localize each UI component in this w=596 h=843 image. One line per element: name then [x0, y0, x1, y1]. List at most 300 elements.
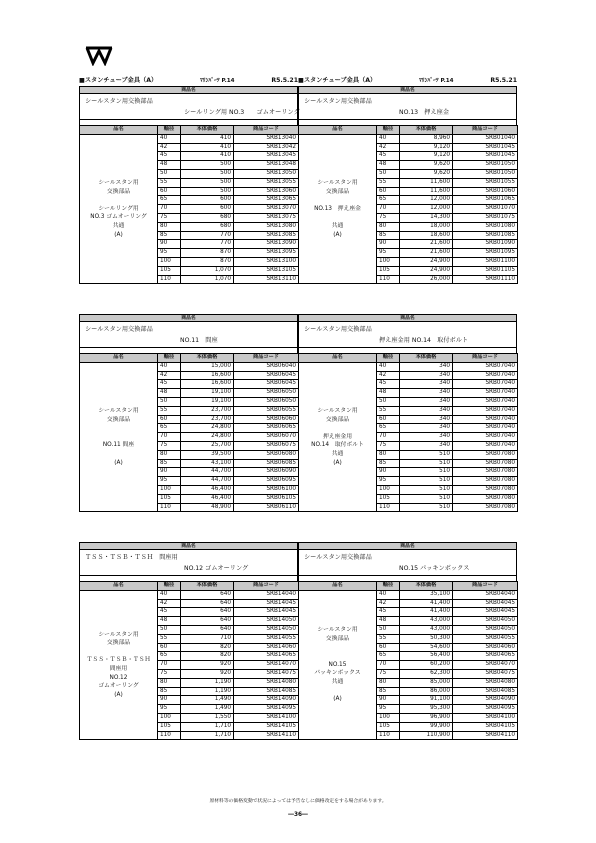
header-date: R5.5.21	[271, 77, 298, 84]
price-cell: 12,000	[400, 196, 453, 205]
size-cell: 40	[158, 134, 181, 143]
size-cell: 75	[158, 669, 181, 678]
code-cell: SRB01060	[453, 187, 518, 196]
size-cell: 60	[377, 643, 400, 652]
code-cell: SRB13090	[234, 240, 299, 249]
col-header-code: 商品コード	[453, 354, 518, 363]
product-title-block	[298, 322, 517, 348]
item-name-line: 交換部品	[325, 416, 350, 423]
size-cell: 65	[377, 196, 400, 205]
product-name-bar: 商品名	[79, 315, 298, 322]
size-cell: 90	[158, 696, 181, 705]
price-cell: 870	[181, 257, 234, 266]
price-cell: 770	[181, 231, 234, 240]
size-cell: 40	[377, 362, 400, 371]
size-cell: 75	[377, 213, 400, 222]
code-cell: SRB06105	[234, 494, 299, 503]
price-cell: 44,700	[181, 468, 234, 477]
price-cell: 340	[400, 389, 453, 398]
code-cell: SRB13070	[234, 205, 299, 214]
price-cell: 25,700	[181, 441, 234, 450]
price-table	[79, 353, 299, 512]
price-cell: 770	[181, 240, 234, 249]
price-cell: 24,900	[400, 266, 453, 275]
item-name-line: シールスタン用	[317, 627, 358, 634]
price-cell: 640	[181, 608, 234, 617]
size-cell: 55	[158, 406, 181, 415]
item-name-line	[301, 213, 374, 222]
code-cell: SRB13040	[234, 134, 299, 143]
code-cell: SRB01110	[453, 275, 518, 284]
price-cell: 410	[181, 152, 234, 161]
size-cell: 85	[377, 687, 400, 696]
code-cell: SRB07040	[453, 362, 518, 371]
col-header-name: 品名	[299, 354, 377, 363]
price-cell: 340	[400, 406, 453, 415]
code-cell: SRB06095	[234, 477, 299, 486]
size-cell: 50	[158, 625, 181, 634]
size-cell: 75	[377, 669, 400, 678]
product-title: 押え座金用 NO.14 取付ボルト	[379, 337, 469, 344]
price-cell: 39,500	[181, 450, 234, 459]
code-cell: SRB14060	[234, 643, 299, 652]
item-name-line: シールスタン用	[317, 179, 358, 186]
price-cell: 1,550	[181, 713, 234, 722]
size-cell: 60	[377, 187, 400, 196]
price-cell: 1,710	[181, 722, 234, 731]
price-cell: 19,100	[181, 397, 234, 406]
size-cell: 95	[158, 705, 181, 714]
code-cell: SRB14040	[234, 590, 299, 599]
price-cell: 23,700	[181, 406, 234, 415]
item-name-line: 交換部品	[106, 640, 131, 647]
code-cell: SRB04040	[453, 590, 518, 599]
size-cell: 45	[377, 380, 400, 389]
code-cell: SRB14070	[234, 661, 299, 670]
price-cell: 8,960	[400, 134, 453, 143]
col-header-size: 軸径	[158, 582, 181, 591]
item-name-line	[82, 433, 155, 442]
price-cell: 920	[181, 661, 234, 670]
code-cell: SRB04080	[453, 678, 518, 687]
table-header-row	[80, 126, 299, 135]
size-cell: 65	[158, 424, 181, 433]
size-cell: 110	[158, 275, 181, 284]
price-cell: 1,070	[181, 266, 234, 275]
product-title-block	[79, 550, 298, 576]
item-name-line	[82, 450, 155, 459]
size-cell: 105	[377, 722, 400, 731]
col-header-size: 軸径	[158, 354, 181, 363]
code-cell: SRB01100	[453, 257, 518, 266]
price-cell: 510	[400, 459, 453, 468]
price-cell: 500	[181, 187, 234, 196]
price-cell: 50,300	[400, 634, 453, 643]
product-section-r3	[298, 542, 517, 740]
code-cell: SRB01050	[453, 161, 518, 170]
product-title: シールリング用 NO.3 ゴムオーリング	[184, 109, 300, 116]
size-cell: 55	[377, 178, 400, 187]
item-name-line: NO.15	[328, 661, 347, 668]
col-header-price: 本体価格	[400, 126, 453, 135]
size-cell: 40	[158, 362, 181, 371]
size-cell: 50	[158, 397, 181, 406]
product-category: シールスタン用交換部品	[304, 554, 372, 561]
item-name-cell	[80, 134, 158, 284]
code-cell: SRB04105	[453, 722, 518, 731]
code-cell: SRB14045	[234, 599, 299, 608]
footnote: 原材料等の価格変動で状況によっては予告なしに価格改定をする場合があります。	[209, 799, 387, 804]
price-table	[79, 125, 299, 284]
item-name-line	[301, 652, 374, 661]
product-name-bar: 商品名	[298, 87, 517, 94]
size-cell: 70	[377, 661, 400, 670]
table-row	[80, 590, 299, 599]
price-cell: 920	[181, 669, 234, 678]
item-name-line: 交換部品	[325, 635, 350, 642]
code-cell: SRB14105	[234, 722, 299, 731]
price-table	[298, 353, 518, 512]
code-cell: SRB07080	[453, 503, 518, 512]
size-cell: 42	[158, 143, 181, 152]
code-cell: SRB14095	[234, 705, 299, 714]
table-header-row	[80, 354, 299, 363]
code-cell: SRB13085	[234, 231, 299, 240]
code-cell: SRB06110	[234, 503, 299, 512]
code-cell: SRB07080	[453, 450, 518, 459]
price-cell: 26,000	[400, 275, 453, 284]
code-cell: SRB07040	[453, 389, 518, 398]
price-cell: 820	[181, 643, 234, 652]
price-cell: 23,700	[181, 415, 234, 424]
product-category: ＴＳＳ・ＴＳＢ・ＴＳＨ 間座用	[85, 554, 178, 561]
size-cell: 105	[158, 266, 181, 275]
size-cell: 80	[158, 450, 181, 459]
size-cell: 60	[158, 187, 181, 196]
code-cell: SRB04060	[453, 643, 518, 652]
size-cell: 80	[158, 222, 181, 231]
size-cell: 55	[158, 178, 181, 187]
code-cell: SRB04045	[453, 599, 518, 608]
code-cell: SRB14075	[234, 669, 299, 678]
size-cell: 65	[377, 652, 400, 661]
price-cell: 24,800	[181, 424, 234, 433]
item-name-line	[82, 196, 155, 205]
price-cell: 95,300	[400, 705, 453, 714]
item-name-line: 間座用	[109, 666, 128, 673]
size-cell: 95	[158, 477, 181, 486]
price-cell: 85,000	[400, 678, 453, 687]
header-ref: ﾏﾘﾝﾊﾟｰﾂ P.14	[419, 78, 454, 84]
item-name-line: 交換部品	[325, 188, 350, 195]
item-name-line: (A)	[333, 696, 342, 703]
price-cell: 340	[400, 397, 453, 406]
item-name-cell	[80, 362, 158, 512]
item-name-line: 交換部品	[106, 188, 131, 195]
price-cell: 41,400	[400, 608, 453, 617]
product-title: NO.15 パッキンボックス	[399, 565, 470, 572]
price-cell: 500	[181, 178, 234, 187]
price-cell: 9,620	[400, 161, 453, 170]
price-cell: 340	[400, 424, 453, 433]
size-cell: 75	[377, 441, 400, 450]
price-cell: 56,400	[400, 652, 453, 661]
code-cell: SRB13060	[234, 187, 299, 196]
header-title: ■スタンチューブ金具（A）	[79, 77, 158, 84]
col-header-size: 軸径	[158, 126, 181, 135]
size-cell: 60	[158, 643, 181, 652]
price-cell: 640	[181, 599, 234, 608]
price-cell: 54,600	[400, 643, 453, 652]
col-header-name: 品名	[80, 354, 158, 363]
size-cell: 80	[377, 222, 400, 231]
item-name-line	[82, 424, 155, 433]
code-cell: SRB13110	[234, 275, 299, 284]
size-cell: 85	[377, 459, 400, 468]
price-cell: 16,600	[181, 380, 234, 389]
price-cell: 340	[400, 362, 453, 371]
code-cell: SRB01065	[453, 196, 518, 205]
header-title: ■スタンチューブ金具（A）	[298, 77, 377, 84]
table-header-row	[80, 582, 299, 591]
item-name-line: (A)	[114, 231, 123, 238]
code-cell: SRB01080	[453, 222, 518, 231]
code-cell: SRB13050	[234, 169, 299, 178]
price-cell: 680	[181, 222, 234, 231]
item-name-line	[301, 424, 374, 433]
size-cell: 90	[377, 240, 400, 249]
table-row	[80, 362, 299, 371]
product-name-bar: 商品名	[79, 543, 298, 550]
table-row	[299, 590, 518, 599]
col-header-price: 本体価格	[400, 582, 453, 591]
price-cell: 19,100	[181, 389, 234, 398]
product-section-l3	[79, 542, 298, 740]
code-cell: SRB04065	[453, 652, 518, 661]
size-cell: 110	[158, 731, 181, 740]
code-cell: SRB01050	[453, 169, 518, 178]
code-cell: SRB06045	[234, 380, 299, 389]
price-cell: 16,600	[181, 371, 234, 380]
code-cell: SRB13065	[234, 196, 299, 205]
code-cell: SRB06085	[234, 459, 299, 468]
price-cell: 44,700	[181, 477, 234, 486]
col-header-size: 軸径	[377, 126, 400, 135]
size-cell: 85	[158, 459, 181, 468]
size-cell: 95	[158, 249, 181, 258]
size-cell: 50	[377, 169, 400, 178]
size-cell: 100	[158, 713, 181, 722]
size-cell: 80	[377, 678, 400, 687]
table-row	[299, 362, 518, 371]
code-cell: SRB13042	[234, 143, 299, 152]
price-cell: 510	[400, 450, 453, 459]
size-cell: 95	[377, 249, 400, 258]
code-cell: SRB04075	[453, 669, 518, 678]
size-cell: 65	[158, 196, 181, 205]
code-cell: SRB07080	[453, 485, 518, 494]
size-cell: 110	[377, 503, 400, 512]
item-name-line: 共通	[331, 222, 344, 229]
code-cell: SRB01045	[453, 143, 518, 152]
table-row	[80, 134, 299, 143]
size-cell: 40	[377, 590, 400, 599]
size-cell: 48	[377, 161, 400, 170]
code-cell: SRB13105	[234, 266, 299, 275]
price-cell: 510	[400, 477, 453, 486]
size-cell: 105	[158, 494, 181, 503]
size-cell: 48	[377, 389, 400, 398]
item-name-line: シールスタン用	[317, 407, 358, 414]
code-cell: SRB04095	[453, 705, 518, 714]
size-cell: 100	[377, 713, 400, 722]
code-cell: SRB13048	[234, 161, 299, 170]
code-cell: SRB01075	[453, 213, 518, 222]
item-name-line: (A)	[333, 231, 342, 238]
col-header-price: 本体価格	[181, 582, 234, 591]
header-ref: ﾏﾘﾝﾊﾟｰﾂ P.14	[200, 78, 235, 84]
size-cell: 105	[377, 266, 400, 275]
price-cell: 1,490	[181, 705, 234, 714]
price-table	[298, 581, 518, 740]
item-name-line: NO.11 間座	[102, 442, 135, 449]
code-cell: SRB07080	[453, 459, 518, 468]
size-cell: 70	[377, 205, 400, 214]
price-cell: 340	[400, 433, 453, 442]
code-cell: SRB07040	[453, 441, 518, 450]
price-cell: 640	[181, 617, 234, 626]
size-cell: 90	[158, 240, 181, 249]
size-cell: 42	[377, 599, 400, 608]
product-name-bar: 商品名	[298, 315, 517, 322]
item-name-line: (A)	[114, 459, 123, 466]
code-cell: SRB14090	[234, 696, 299, 705]
product-name-bar: 商品名	[79, 87, 298, 94]
size-cell: 40	[377, 134, 400, 143]
size-cell: 42	[158, 599, 181, 608]
size-cell: 55	[158, 634, 181, 643]
col-header-name: 品名	[299, 126, 377, 135]
price-cell: 9,120	[400, 152, 453, 161]
price-cell: 410	[181, 134, 234, 143]
code-cell: SRB06055	[234, 406, 299, 415]
item-name-line: 共通	[331, 678, 344, 685]
col-header-code: 商品コード	[234, 354, 299, 363]
size-cell: 45	[158, 608, 181, 617]
price-cell: 99,900	[400, 722, 453, 731]
price-cell: 500	[181, 169, 234, 178]
size-cell: 105	[377, 494, 400, 503]
item-name-line: 押え座金用	[323, 433, 352, 440]
price-cell: 1,190	[181, 687, 234, 696]
size-cell: 45	[377, 152, 400, 161]
size-cell: 45	[158, 380, 181, 389]
price-cell: 410	[181, 143, 234, 152]
size-cell: 90	[377, 468, 400, 477]
item-name-line: 共通	[112, 222, 125, 229]
code-cell: SRB04050	[453, 625, 518, 634]
code-cell: SRB07040	[453, 415, 518, 424]
item-name-cell	[299, 362, 377, 512]
price-cell: 86,000	[400, 687, 453, 696]
price-cell: 96,900	[400, 713, 453, 722]
code-cell: SRB14045	[234, 608, 299, 617]
size-cell: 80	[158, 678, 181, 687]
item-name-line: 共通	[331, 450, 344, 457]
item-name-line: NO.3 ゴムオーリング	[90, 214, 147, 221]
code-cell: SRB01090	[453, 240, 518, 249]
code-cell: SRB14085	[234, 687, 299, 696]
code-cell: SRB04085	[453, 687, 518, 696]
size-cell: 70	[158, 661, 181, 670]
code-cell: SRB01095	[453, 249, 518, 258]
product-category: シールスタン用交換部品	[85, 98, 153, 105]
code-cell: SRB01040	[453, 134, 518, 143]
code-cell: SRB04045	[453, 608, 518, 617]
size-cell: 70	[377, 433, 400, 442]
price-cell: 11,600	[400, 187, 453, 196]
item-name-line: 交換部品	[106, 416, 131, 423]
product-section-r1	[298, 86, 517, 284]
code-cell: SRB06070	[234, 433, 299, 442]
col-header-price: 本体価格	[181, 354, 234, 363]
code-cell: SRB07080	[453, 477, 518, 486]
code-cell: SRB06050	[234, 397, 299, 406]
company-logo-icon	[84, 42, 114, 66]
code-cell: SRB13095	[234, 249, 299, 258]
price-cell: 11,600	[400, 178, 453, 187]
size-cell: 70	[158, 205, 181, 214]
item-name-line: シールスタン用	[98, 179, 139, 186]
size-cell: 48	[158, 389, 181, 398]
product-title-block	[79, 94, 298, 120]
code-cell: SRB13075	[234, 213, 299, 222]
code-cell: SRB14050	[234, 625, 299, 634]
code-cell: SRB06075	[234, 441, 299, 450]
size-cell: 85	[158, 231, 181, 240]
price-cell: 43,000	[400, 617, 453, 626]
product-category: シールスタン用交換部品	[85, 326, 153, 333]
price-cell: 340	[400, 415, 453, 424]
price-cell: 600	[181, 205, 234, 214]
item-name-cell	[299, 590, 377, 740]
code-cell: SRB04055	[453, 634, 518, 643]
item-name-line: ゴムオーリング	[98, 683, 139, 690]
code-cell: SRB04090	[453, 696, 518, 705]
size-cell: 100	[158, 257, 181, 266]
code-cell: SRB06045	[234, 371, 299, 380]
col-header-size: 軸径	[377, 582, 400, 591]
item-name-line	[301, 644, 374, 653]
price-cell: 48,900	[181, 503, 234, 512]
col-header-name: 品名	[80, 582, 158, 591]
code-cell: SRB06060	[234, 415, 299, 424]
price-cell: 1,710	[181, 731, 234, 740]
size-cell: 48	[158, 617, 181, 626]
price-cell: 24,900	[400, 257, 453, 266]
item-name-line	[82, 648, 155, 657]
size-cell: 75	[158, 441, 181, 450]
price-cell: 41,400	[400, 599, 453, 608]
size-cell: 48	[377, 617, 400, 626]
code-cell: SRB06050	[234, 389, 299, 398]
page-number: ―36―	[288, 812, 308, 818]
item-name-line	[301, 196, 374, 205]
size-cell: 90	[377, 696, 400, 705]
price-cell: 43,100	[181, 459, 234, 468]
size-cell: 55	[377, 634, 400, 643]
price-cell: 9,120	[400, 143, 453, 152]
